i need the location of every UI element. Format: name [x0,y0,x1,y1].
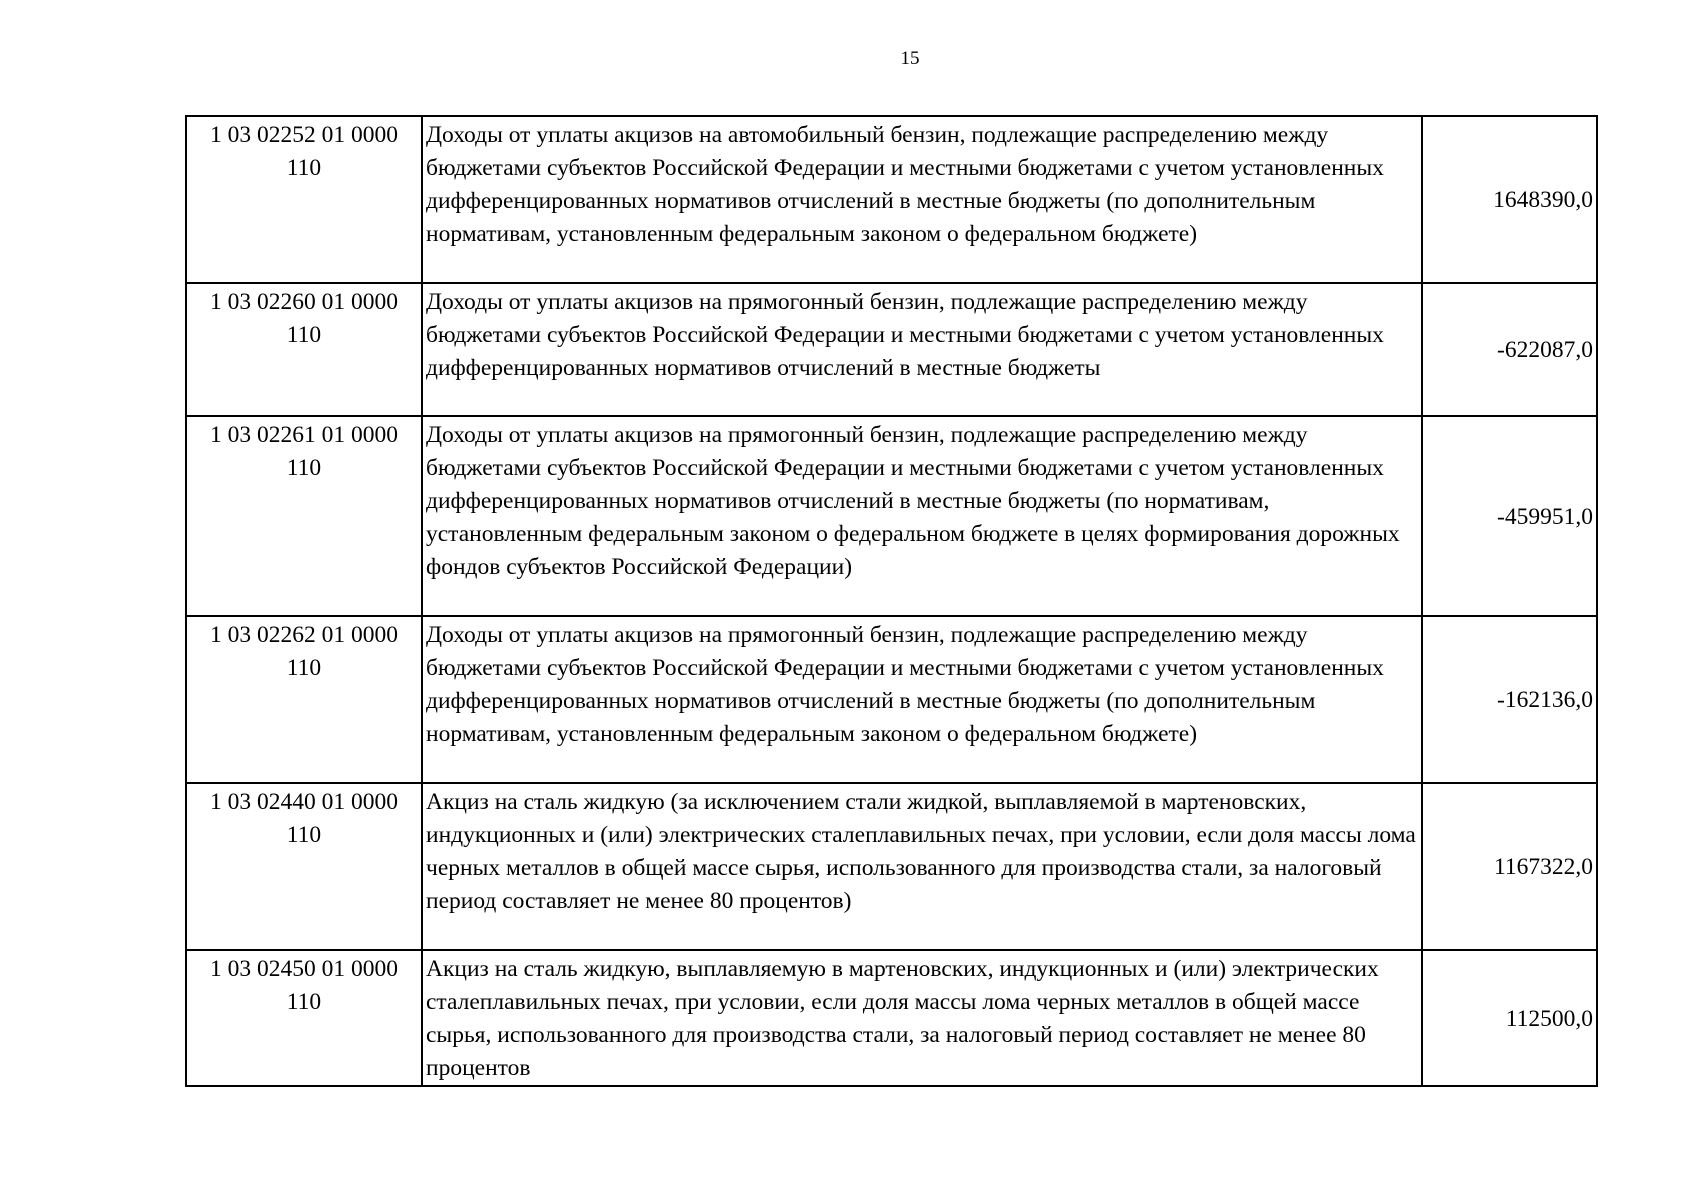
revenue-amount: 112500,0 [1422,950,1597,1086]
table-row [186,416,1597,616]
revenue-description: Доходы от уплаты акцизов на прямогонный бензин, подлежащие распределению между бюджетами субъектов Российской Федерации и местными бюджетами с учетом установленных дифференцированных нормативов отчислений в местные бюджеты [422,283,1422,416]
budget-classification-code: 1 03 02260 01 0000 110 [186,283,422,416]
revenue-amount: 1167322,0 [1422,783,1597,950]
budget-classification-code: 1 03 02440 01 0000 110 [186,783,422,950]
revenue-description: Доходы от уплаты акцизов на автомобильный бензин, подлежащие распределению между бюджетами субъектов Российской Федерации и местными бюджетами с учетом установленных дифференцированных нормативов отчислений в местные бюджеты (по дополнительным нормативам, установленным федеральным законом о федеральном бюджете) [422,116,1422,283]
revenue-amount: 1648390,0 [1422,116,1597,283]
table-row [186,283,1597,416]
revenue-amount: -162136,0 [1422,616,1597,783]
revenue-amount: -622087,0 [1422,283,1597,416]
page-number: 15 [900,48,920,69]
budget-classification-code: 1 03 02450 01 0000 110 [186,950,422,1086]
revenue-description: Акциз на сталь жидкую (за исключением стали жидкой, выплавляемой в мартеновских, индукционных и (или) электрических сталеплавильных печах, при условии, если доля массы лома черных металлов в общей массе сырья, использованного для производства стали, за налоговый период составляет не менее 80 процентов) [422,783,1422,950]
budget-classification-code: 1 03 02262 01 0000 110 [186,616,422,783]
table-row [186,616,1597,783]
table-row [186,783,1597,950]
table-row [186,950,1597,1086]
revenue-description: Доходы от уплаты акцизов на прямогонный бензин, подлежащие распределению между бюджетами субъектов Российской Федерации и местными бюджетами с учетом установленных дифференцированных нормативов отчислений в местные бюджеты (по дополнительным нормативам, установленным федеральным законом о федеральном бюджете) [422,616,1422,783]
revenue-description: Акциз на сталь жидкую, выплавляемую в мартеновских, индукционных и (или) электрических сталеплавильных печах, при условии, если доля массы лома черных металлов в общей массе сырья, использованного для производства стали, за налоговый период составляет не менее 80 процентов [422,950,1422,1086]
revenue-description: Доходы от уплаты акцизов на прямогонный бензин, подлежащие распределению между бюджетами субъектов Российской Федерации и местными бюджетами с учетом установленных дифференцированных нормативов отчислений в местные бюджеты (по нормативам, установленным федеральным законом о федеральном бюджете в целях формирования дорожных фондов субъектов Российской Федерации) [422,416,1422,616]
budget-classification-code: 1 03 02261 01 0000 110 [186,416,422,616]
budget-revenue-table [185,115,1598,1087]
revenue-amount: -459951,0 [1422,416,1597,616]
budget-classification-code: 1 03 02252 01 0000 110 [186,116,422,283]
table-row [186,116,1597,283]
